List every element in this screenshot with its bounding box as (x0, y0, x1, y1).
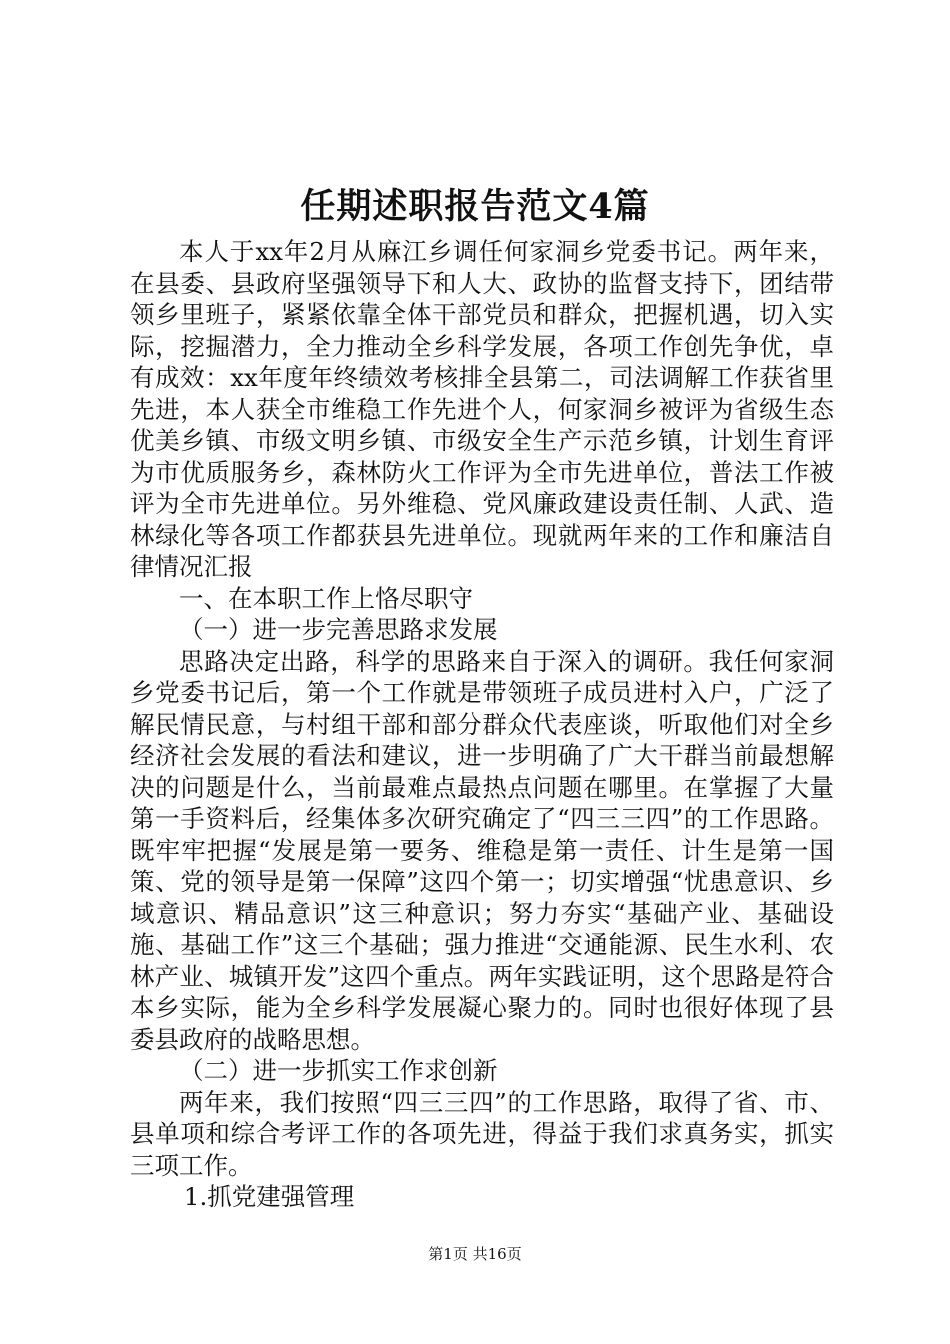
list-item-heading: 1.抓党建强管理 (183, 1182, 355, 1211)
subsection-heading: （一）进一步完善思路求发展 (179, 615, 498, 644)
document-title: 任期述职报告范文4篇 (300, 186, 650, 227)
page-footer: 第1页 共16页 (428, 1245, 522, 1263)
body-paragraph: 两年来，我们按照“四三三四”的工作思路，取得了省、市、县单项和综合考评工作的各项先进，得益于我们求真务实，抓实三项工作。 (130, 1087, 834, 1180)
subsection-heading: （二）进一步抓实工作求创新 (179, 1056, 498, 1085)
intro-paragraph: 本人于xx年2月从麻江乡调任何家洞乡党委书记。两年来，在县委、县政府坚强领导下和人大、政协的监督支持下，团结带领乡里班子，紧紧依靠全体干部党员和群众，把握机遇，切入实际，挖掘潜力，全力推动全乡科学发展，各项工作创先争优，卓有成效：xx年度年终绩效考核排全县第二，司法调解工作获省里先进，本人获全市维稳工作先进个人，何家洞乡被评为省级生态优美乡镇、市级文明乡镇、市级安全生产示范乡镇，计划生育评为市优质服务乡，森林防火工作评为全市先进单位，普法工作被评为全市先进单位。另外维稳、党风廉政建设责任制、人武、造林绿化等各项工作都获县先进单位。现就两年来的工作和廉洁自律情况汇报 (130, 237, 834, 581)
section-heading: 一、在本职工作上恪尽职守 (179, 583, 473, 613)
document-body (130, 236, 834, 1213)
body-paragraph: 思路决定出路，科学的思路来自于深入的调研。我任何家洞乡党委书记后，第一个工作就是带领班子成员进村入户，广泛了解民情民意，与村组干部和部分群众代表座谈，听取他们对全乡经济社会发展的看法和建议，进一步明确了广大干群当前最想解决的问题是什么，当前最难点最热点问题在哪里。在掌握了大量第一手资料后，经集体多次研究确定了“四三三四”的工作思路。既牢牢把握“发展是第一要务、维稳是第一责任、计生是第一国策、党的领导是第一保障”这四个第一；切实增强“忧患意识、乡域意识、精品意识”这三种意识；努力夯实“基础产业、基础设施、基础工作”这三个基础；强力推进“交通能源、民生水利、农林产业、城镇开发”这四个重点。两年实践证明，这个思路是符合本乡实际，能为全乡科学发展凝心聚力的。同时也很好体现了县委县政府的战略思想。 (130, 646, 834, 1054)
